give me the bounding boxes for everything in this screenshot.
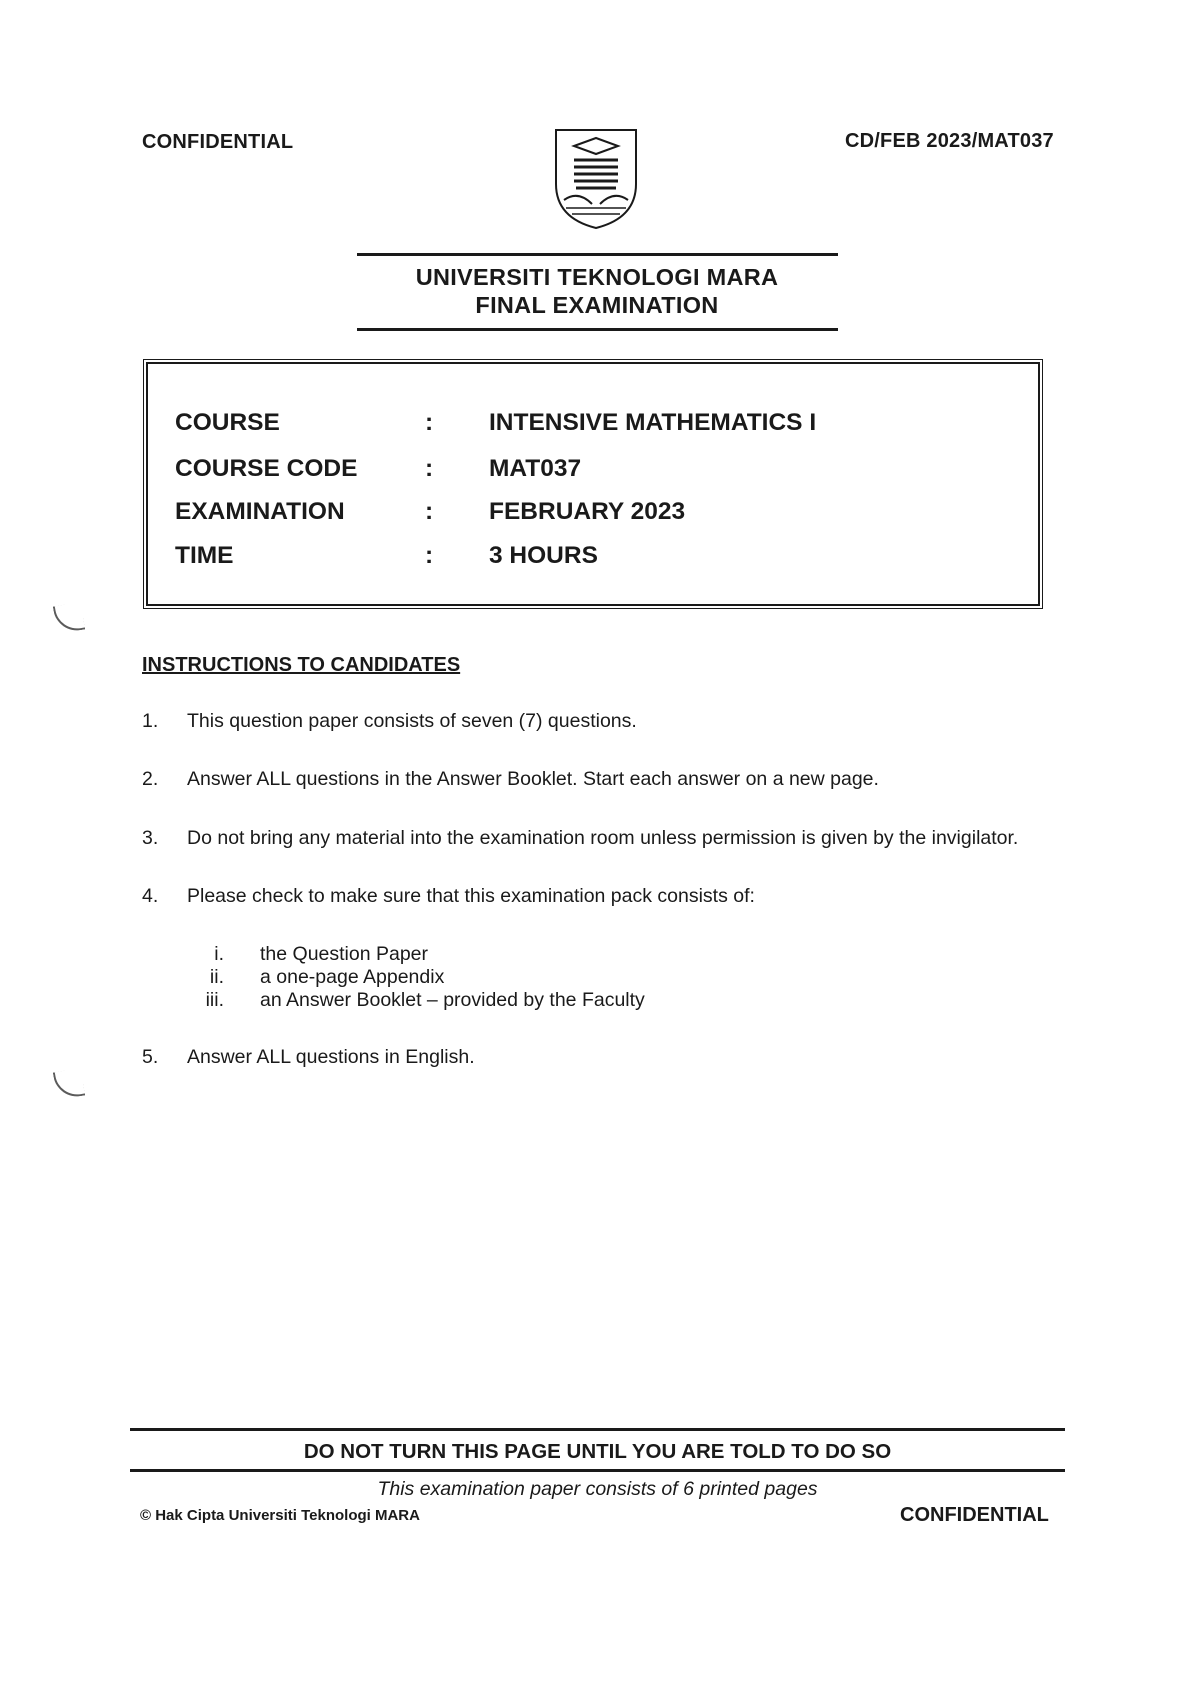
info-label: TIME [175,542,234,569]
exam-type: FINAL EXAMINATION [475,292,719,318]
instruction-number: 5. [142,1046,159,1068]
info-label: COURSE CODE [175,455,358,482]
pack-item-number: ii. [209,966,224,988]
info-colon: : [425,498,434,525]
info-colon: : [425,409,434,436]
info-value: MAT037 [489,455,582,482]
pack-item-text: a one-page Appendix [260,966,445,988]
instruction-text: Please check to make sure that this examination pack consists of: [187,885,755,907]
pack-item-number: iii. [205,989,224,1011]
footer-rule-bottom [130,1469,1065,1472]
info-colon: : [425,455,434,482]
binder-mark [53,602,85,634]
info-colon: : [425,542,434,569]
instruction-number: 1. [142,710,159,732]
instruction-text: This question paper consists of seven (7) questions. [187,710,637,732]
title-rule-bottom [357,328,838,331]
instructions-heading: INSTRUCTIONS TO CANDIDATES [142,654,461,676]
confidential-label-bottom: CONFIDENTIAL [900,1504,1049,1526]
do-not-turn-warning: DO NOT TURN THIS PAGE UNTIL YOU ARE TOLD TO DO SO [303,1440,892,1463]
pack-item-text: an Answer Booklet – provided by the Faculty [260,989,645,1011]
info-label: EXAMINATION [175,498,345,525]
binder-mark [53,1068,85,1100]
instruction-number: 2. [142,768,159,790]
instruction-text: Do not bring any material into the examination room unless permission is given by the invigilator. [187,827,1019,849]
info-value: 3 HOURS [489,542,598,569]
confidential-label-top: CONFIDENTIAL [142,131,294,153]
instruction-number: 3. [142,827,159,849]
instruction-number: 4. [142,885,159,907]
instruction-text: Answer ALL questions in the Answer Booklet. Start each answer on a new page. [187,768,879,790]
course-info-box [143,359,1043,609]
university-name: UNIVERSITI TEKNOLOGI MARA [415,264,779,290]
footer-rule-top [130,1428,1065,1431]
university-crest-icon [552,126,640,232]
paper-code: CD/FEB 2023/MAT037 [845,130,1054,152]
copyright-notice: © Hak Cipta Universiti Teknologi MARA [140,1507,420,1524]
pack-item-number: i. [214,943,224,965]
info-value: INTENSIVE MATHEMATICS I [489,409,817,436]
page-count-note: This examination paper consists of 6 printed pages [377,1478,818,1500]
info-value: FEBRUARY 2023 [489,498,686,525]
instruction-text: Answer ALL questions in English. [187,1046,475,1068]
title-rule-top [357,253,838,256]
pack-item-text: the Question Paper [260,943,429,965]
info-label: COURSE [175,409,280,436]
